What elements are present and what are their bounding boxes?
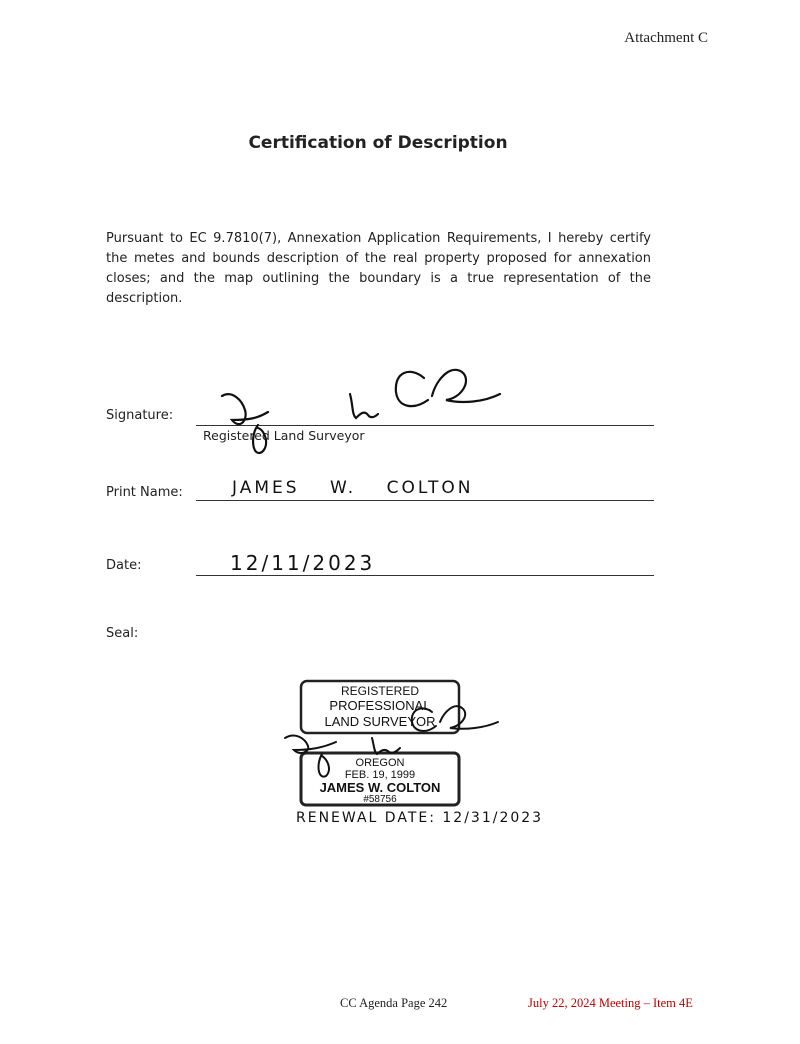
seal-line-land-surveyor: LAND SURVEYOR (324, 714, 436, 729)
seal-surveyor-name: JAMES W. COLTON (319, 780, 441, 795)
footer-meeting-item: July 22, 2024 Meeting – Item 4E (528, 996, 693, 1010)
footer-page-number: CC Agenda Page 242 (340, 996, 448, 1010)
seal-renewal-date: RENEWAL DATE: 12/31/2023 (296, 810, 544, 826)
seal-label: Seal: (106, 626, 139, 641)
date-label: Date: (106, 558, 142, 573)
certification-paragraph: Pursuant to EC 9.7810(7), Annexation Application Requirements, I hereby certify the metes and bounds description of the real property proposed for annexation closes; and the map outlining the boundary is a true representation of the description. (106, 231, 651, 306)
date-value: 12/11/2023 (230, 551, 376, 575)
print-name-value: JAMES W. COLTON (232, 478, 474, 498)
date-line (196, 575, 654, 576)
seal-line-registered: REGISTERED (340, 684, 419, 698)
print-name-line (196, 500, 654, 501)
seal-line-professional: PROFESSIONAL (329, 698, 431, 713)
print-name-label: Print Name: (106, 485, 183, 500)
seal-state: OREGON (355, 757, 405, 769)
signature-sublabel: Registered Land Surveyor (203, 428, 365, 443)
signature-label: Signature: (106, 408, 174, 423)
signature-line (196, 425, 654, 426)
seal-license-number: #58756 (363, 794, 397, 805)
seal-date: FEB. 19, 1999 (344, 769, 416, 781)
page-title: Certification of Description (248, 133, 508, 153)
attachment-label: Attachment C (624, 30, 708, 46)
